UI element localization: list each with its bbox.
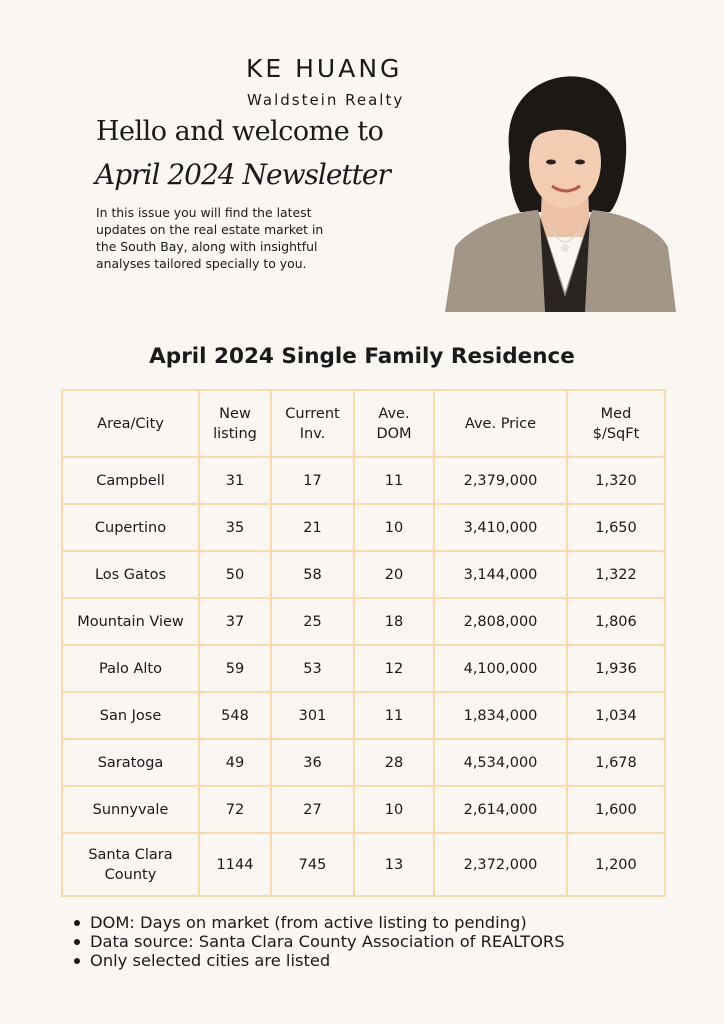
- cell-avg-price: 4,534,000: [434, 739, 567, 786]
- cell-new-listing: 49: [199, 739, 271, 786]
- cell-city: Los Gatos: [62, 551, 199, 598]
- table-row: [62, 786, 665, 833]
- cell-new-listing: 59: [199, 645, 271, 692]
- cell-city: Saratoga: [62, 739, 199, 786]
- cell-med-price-sqft: 1,678: [567, 739, 665, 786]
- cell-current-inventory: 21: [271, 504, 354, 551]
- agent-photo: [440, 72, 676, 312]
- intro-text: In this issue you will find the latest updates on the real estate market in the South Bay, along with insightful analyses tailored specially to you.: [96, 205, 324, 271]
- cell-city: Mountain View: [62, 598, 199, 645]
- column-header: New listing: [199, 390, 271, 457]
- cell-city: Santa Clara County: [62, 833, 199, 896]
- cell-new-listing: 1144: [199, 833, 271, 896]
- company-name: Waldstein Realty: [247, 91, 405, 109]
- welcome-heading: Hello and welcome to: [96, 116, 384, 147]
- cell-current-inventory: 17: [271, 457, 354, 504]
- table-row: [62, 457, 665, 504]
- cell-med-price-sqft: 1,806: [567, 598, 665, 645]
- cell-avg-price: 3,144,000: [434, 551, 567, 598]
- cell-current-inventory: 301: [271, 692, 354, 739]
- cell-avg-price: 2,614,000: [434, 786, 567, 833]
- cell-current-inventory: 36: [271, 739, 354, 786]
- table-row: [62, 692, 665, 739]
- agent-name: KE HUANG: [246, 54, 403, 83]
- cell-city: Campbell: [62, 457, 199, 504]
- table-row: [62, 551, 665, 598]
- cell-avg-dom: 10: [354, 504, 434, 551]
- cell-new-listing: 50: [199, 551, 271, 598]
- column-header: Ave. DOM: [354, 390, 434, 457]
- cell-med-price-sqft: 1,200: [567, 833, 665, 896]
- cell-avg-price: 4,100,000: [434, 645, 567, 692]
- cell-new-listing: 35: [199, 504, 271, 551]
- table-row: [62, 739, 665, 786]
- cell-avg-dom: 20: [354, 551, 434, 598]
- cell-avg-dom: 10: [354, 786, 434, 833]
- table-row: [62, 645, 665, 692]
- column-header: Med $/SqFt: [567, 390, 665, 457]
- column-header: Ave. Price: [434, 390, 567, 457]
- cell-city: Sunnyvale: [62, 786, 199, 833]
- footnote-item: Only selected cities are listed: [72, 951, 565, 970]
- cell-avg-price: 2,372,000: [434, 833, 567, 896]
- cell-avg-dom: 11: [354, 692, 434, 739]
- cell-current-inventory: 58: [271, 551, 354, 598]
- cell-current-inventory: 53: [271, 645, 354, 692]
- cell-med-price-sqft: 1,322: [567, 551, 665, 598]
- cell-med-price-sqft: 1,320: [567, 457, 665, 504]
- cell-new-listing: 37: [199, 598, 271, 645]
- footnote-item: Data source: Santa Clara County Association of REALTORS: [72, 932, 565, 951]
- cell-med-price-sqft: 1,936: [567, 645, 665, 692]
- table-row: [62, 598, 665, 645]
- cell-city: San Jose: [62, 692, 199, 739]
- cell-current-inventory: 27: [271, 786, 354, 833]
- table-row: [62, 833, 665, 896]
- cell-new-listing: 548: [199, 692, 271, 739]
- cell-avg-price: 2,808,000: [434, 598, 567, 645]
- cell-current-inventory: 745: [271, 833, 354, 896]
- newsletter-title: April 2024 Newsletter: [95, 158, 390, 191]
- footnotes: [72, 913, 565, 970]
- cell-current-inventory: 25: [271, 598, 354, 645]
- cell-avg-price: 2,379,000: [434, 457, 567, 504]
- cell-new-listing: 72: [199, 786, 271, 833]
- cell-city: Palo Alto: [62, 645, 199, 692]
- market-stats-table: [61, 389, 666, 897]
- cell-avg-dom: 28: [354, 739, 434, 786]
- cell-med-price-sqft: 1,034: [567, 692, 665, 739]
- cell-avg-dom: 12: [354, 645, 434, 692]
- cell-avg-price: 3,410,000: [434, 504, 567, 551]
- cell-avg-price: 1,834,000: [434, 692, 567, 739]
- column-header: Current Inv.: [271, 390, 354, 457]
- table-header-row: [62, 390, 665, 457]
- cell-city: Cupertino: [62, 504, 199, 551]
- cell-avg-dom: 11: [354, 457, 434, 504]
- cell-med-price-sqft: 1,600: [567, 786, 665, 833]
- cell-avg-dom: 13: [354, 833, 434, 896]
- column-header: Area/City: [62, 390, 199, 457]
- footnote-item: DOM: Days on market (from active listing to pending): [72, 913, 565, 932]
- table-row: [62, 504, 665, 551]
- table-title: April 2024 Single Family Residence: [149, 344, 575, 369]
- cell-new-listing: 31: [199, 457, 271, 504]
- cell-med-price-sqft: 1,650: [567, 504, 665, 551]
- cell-avg-dom: 18: [354, 598, 434, 645]
